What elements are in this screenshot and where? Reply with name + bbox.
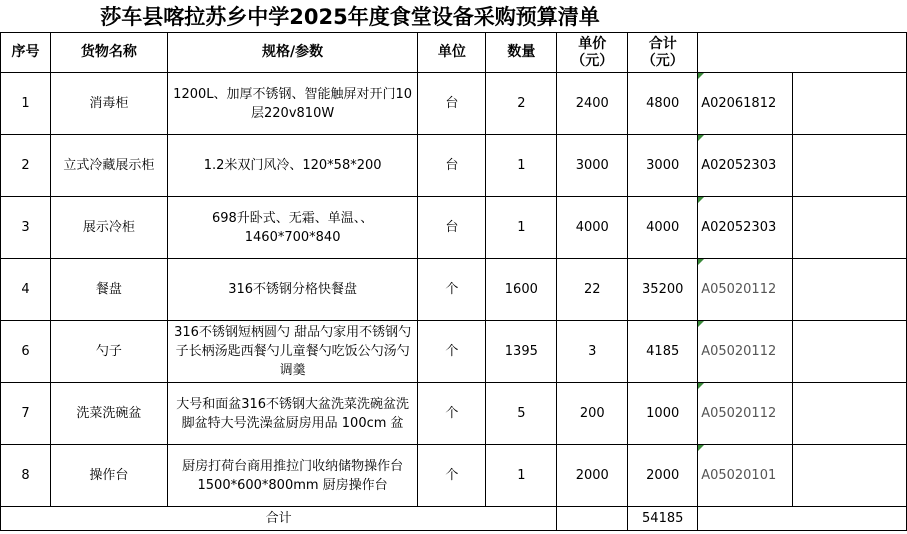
table-row [1,197,907,259]
cell-code: A02061812 [698,73,793,135]
cell-unit: 个 [418,259,486,321]
cell-code: A02052303 [698,135,793,197]
header-extra-1 [698,33,793,73]
cell-total: 2000 [628,445,698,507]
cell-blank [793,197,907,259]
cell-code: A05020101 [698,445,793,507]
header-spec: 规格/参数 [167,33,418,73]
cell-unit: 个 [418,383,486,445]
sum-label: 合计 [1,507,557,531]
cell-blank [793,383,907,445]
cell-code: A02052303 [698,197,793,259]
cell-spec: 大号和面盆316不锈钢大盆洗菜洗碗盆洗脚盆特大号洗澡盆厨房用品 100cm 盆 [167,383,418,445]
cell-qty: 1600 [486,259,557,321]
cell-total: 1000 [628,383,698,445]
cell-unit: 个 [418,445,486,507]
cell-price: 2400 [557,73,628,135]
header-total-line2: （元） [641,52,684,69]
cell-seq: 1 [1,73,51,135]
sum-blank-code [698,507,793,531]
sum-value: 54185 [628,507,698,531]
cell-seq: 7 [1,383,51,445]
table-row [1,445,907,507]
header-total-line1: 合计 [648,35,677,52]
header-extra-2 [793,33,907,73]
header-total [628,33,698,73]
cell-price: 4000 [557,197,628,259]
cell-unit: 台 [418,197,486,259]
cell-unit: 台 [418,135,486,197]
budget-table-wrapper [0,32,907,534]
cell-name: 洗菜洗碗盆 [50,383,167,445]
cell-spec: 厨房打荷台商用推拉门收纳储物操作台1500*600*800mm 厨房操作台 [167,445,418,507]
header-qty: 数量 [486,33,557,73]
cell-seq: 4 [1,259,51,321]
cell-seq: 8 [1,445,51,507]
table-row [1,383,907,445]
cell-total: 35200 [628,259,698,321]
cell-price: 22 [557,259,628,321]
cell-name: 勺子 [50,321,167,383]
cell-spec: 316不锈钢短柄圆勺 甜品勺家用不锈钢勺子长柄汤匙西餐勺儿童餐勺吃饭公勺汤勺调羹 [167,321,418,383]
cell-code: A05020112 [698,383,793,445]
budget-table [0,32,907,531]
cell-price: 3000 [557,135,628,197]
cell-name: 展示冷柜 [50,197,167,259]
cell-seq: 3 [1,197,51,259]
header-seq: 序号 [1,33,51,73]
cell-name: 立式冷藏展示柜 [50,135,167,197]
cell-blank [793,73,907,135]
cell-unit: 个 [418,321,486,383]
table-row [1,321,907,383]
header-price-line2: （元） [571,52,614,69]
header-name: 货物名称 [50,33,167,73]
cell-price: 3 [557,321,628,383]
cell-total: 3000 [628,135,698,197]
cell-blank [793,135,907,197]
cell-qty: 1 [486,135,557,197]
cell-spec: 1200L、加厚不锈钢、智能触屏对开门10层220v810W [167,73,418,135]
cell-total: 4000 [628,197,698,259]
cell-total: 4185 [628,321,698,383]
cell-code: A05020112 [698,259,793,321]
sum-blank-extra [793,507,907,531]
cell-seq: 2 [1,135,51,197]
header-unit: 单位 [418,33,486,73]
cell-spec: 698升卧式、无霜、单温、、1460*700*840 [167,197,418,259]
cell-name: 餐盘 [50,259,167,321]
cell-qty: 1 [486,197,557,259]
cell-blank [793,259,907,321]
cell-spec: 316不锈钢分格快餐盘 [167,259,418,321]
header-row [1,33,907,73]
cell-name: 操作台 [50,445,167,507]
cell-price: 2000 [557,445,628,507]
cell-seq: 6 [1,321,51,383]
cell-blank [793,321,907,383]
page-title: 莎车县喀拉苏乡中学2025年度食堂设备采购预算清单 [100,5,600,29]
cell-qty: 1395 [486,321,557,383]
header-price-line1: 单价 [578,35,607,52]
cell-code: A05020112 [698,321,793,383]
sum-row [1,507,907,531]
cell-spec: 1.2米双门风冷、120*58*200 [167,135,418,197]
cell-qty: 1 [486,445,557,507]
table-row [1,259,907,321]
table-row [1,135,907,197]
cell-unit: 台 [418,73,486,135]
cell-total: 4800 [628,73,698,135]
cell-qty: 5 [486,383,557,445]
table-row [1,73,907,135]
header-price [557,33,628,73]
cell-name: 消毒柜 [50,73,167,135]
cell-qty: 2 [486,73,557,135]
cell-price: 200 [557,383,628,445]
cell-blank [793,445,907,507]
sum-blank-price [557,507,628,531]
